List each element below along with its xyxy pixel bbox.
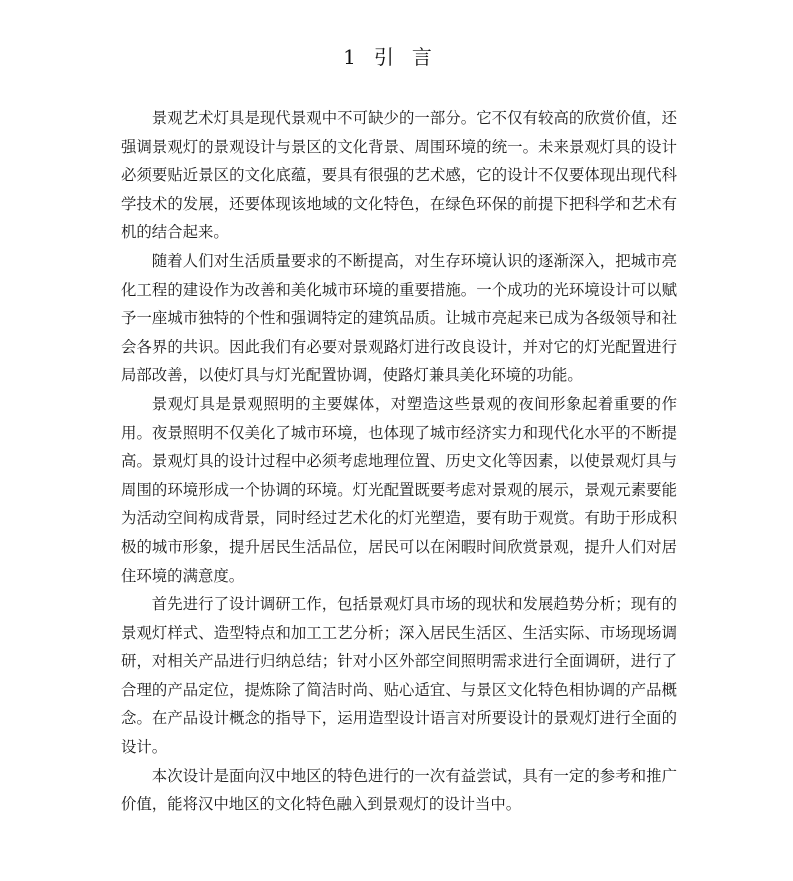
paragraph-1: 景观艺术灯具是现代景观中不可缺少的一部分。它不仅有较高的欣赏价值，还强调景观灯的景观设计与景区的文化背景、周围环境的统一。未来景观灯具的设计必须要贴近景区的文化底蕴，要具有很强的艺术感，它的设计不仅要体现出现代科学技术的发展，还要体现该地域的文化特色，在绿色环保的前提下把科学和艺术有机的结合起来。 bbox=[121, 109, 677, 242]
section-number: 1 bbox=[343, 45, 358, 69]
paragraph-2: 随着人们对生活质量要求的不断提高，对生存环境认识的逐渐深入，把城市亮化工程的建设作为改善和美化城市环境的重要措施。一个成功的光环境设计可以赋予一座城市独特的个性和强调特定的建筑品质。让城市亮起来已成为各级领导和社会各界的共识。因此我们有必要对景观路灯进行改良设计，并对它的灯光配置进行局部改善，以使灯具与灯光配置协调，使路灯兼具美化环境的功能。 bbox=[121, 251, 677, 385]
paragraph-4: 首先进行了设计调研工作，包括景观灯具市场的现状和发展趋势分析；现有的景观灯样式、造型特点和加工工艺分析；深入居民生活区、生活实际、市场现场调研，对相关产品进行归纳总结；针对小区外部空间照明需求进行全面调研，进行了合理的产品定位，提炼除了简洁时尚、贴心适宜、与景区文化特色相协调的产品概念。在产品设计概念的指导下，运用造型设计语言对所要设计的景观灯进行全面的设计。 bbox=[121, 595, 677, 757]
paragraph-5: 本次设计是面向汉中地区的特色进行的一次有益尝试，具有一定的参考和推广价值，能将汉中地区的文化特色融入到景观灯的设计当中。 bbox=[121, 766, 677, 814]
paragraph-3: 景观灯具是景观照明的主要媒体，对塑造这些景观的夜间形象起着重要的作用。夜景照明不仅美化了城市环境，也体现了城市经济实力和现代化水平的不断提高。景观灯具的设计过程中必须考虑地理位置、历史文化等因素，以使景观灯具与周围的环境形成一个协调的环境。灯光配置既要考虑对景观的展示，景观元素要能为活动空间构成背景，同时经过艺术化的灯光塑造，要有助于观赏。有助于形成积极的城市形象，提升居民生活品位，居民可以在闲暇时间欣赏景观，提升人们对居住环境的满意度。 bbox=[121, 394, 677, 585]
body-text bbox=[121, 104, 677, 819]
section-title: 引言 bbox=[373, 45, 450, 69]
section-heading bbox=[0, 42, 793, 72]
